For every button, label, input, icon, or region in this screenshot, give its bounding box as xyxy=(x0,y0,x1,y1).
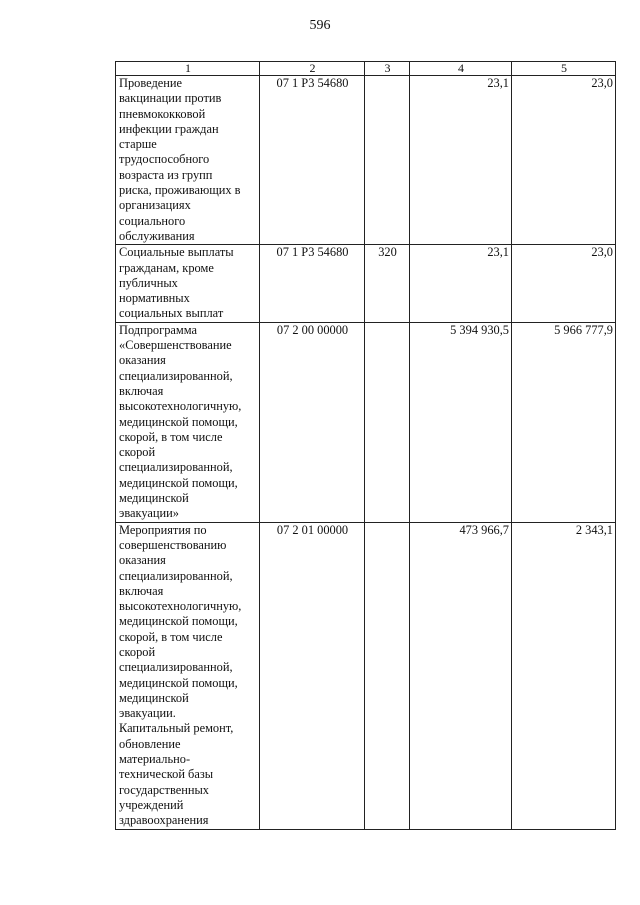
row-value-5-cell: 23,0 xyxy=(512,76,616,245)
page-number: 596 xyxy=(309,18,331,33)
row-name-line: социальных выплат xyxy=(119,306,224,321)
row-name-cell xyxy=(116,522,260,829)
row-type-cell xyxy=(365,522,410,829)
row-value-5-cell: 5 966 777,9 xyxy=(512,322,616,522)
row-name-line: медицинской xyxy=(119,690,189,705)
row-name-line: медицинской помощи, xyxy=(119,614,238,629)
row-name-line: эвакуации. xyxy=(119,706,176,721)
row-name-line: Капитальный ремонт, xyxy=(119,721,234,736)
row-name-line: материально- xyxy=(119,752,191,767)
header-row xyxy=(116,62,616,76)
row-name-line: специализированной, xyxy=(119,368,233,383)
row-name-line: эвакуации» xyxy=(119,506,179,521)
row-type-cell xyxy=(365,322,410,522)
row-code-cell: 07 2 01 00000 xyxy=(260,522,365,829)
row-name-line: медицинской помощи, xyxy=(119,475,238,490)
row-name-line: медицинской помощи, xyxy=(119,414,238,429)
row-name-line: трудоспособного xyxy=(119,152,210,167)
row-type-cell: 320 xyxy=(365,245,410,322)
row-name-line: Проведение xyxy=(119,76,183,90)
row-name-line: возраста из групп xyxy=(119,167,213,182)
row-name-line: совершенствованию xyxy=(119,537,227,552)
row-name-line: «Совершенствование xyxy=(119,338,232,353)
header-col-5: 5 xyxy=(512,62,616,76)
row-name-line: Социальные выплаты xyxy=(119,245,234,260)
table-body xyxy=(116,76,616,830)
row-value-4-cell: 23,1 xyxy=(410,76,512,245)
row-name-line: инфекции граждан xyxy=(119,121,219,136)
row-name-line: высокотехнологичную, xyxy=(119,599,242,614)
row-code-cell: 07 1 Р3 54680 xyxy=(260,76,365,245)
row-name-line: медицинской xyxy=(119,491,189,506)
row-name-line: обслуживания xyxy=(119,228,195,243)
row-name-line: скорой xyxy=(119,445,156,460)
row-name-cell xyxy=(116,76,260,245)
row-value-4-cell: 23,1 xyxy=(410,245,512,322)
row-name-line: специализированной, xyxy=(119,568,233,583)
row-name-line: вакцинации против xyxy=(119,91,222,106)
budget-table xyxy=(115,61,616,830)
row-name-line: организациях xyxy=(119,198,191,213)
row-name-line: скорой, в том числе xyxy=(119,629,223,644)
table-row xyxy=(116,522,616,829)
row-code-cell: 07 1 Р3 54680 xyxy=(260,245,365,322)
row-name-line: скорой xyxy=(119,644,156,659)
row-name-line: здравоохранения xyxy=(119,813,209,828)
row-name-line: государственных xyxy=(119,782,210,797)
table-row xyxy=(116,245,616,322)
table-row xyxy=(116,76,616,245)
row-name-line: оказания xyxy=(119,353,166,368)
row-name-line: обновление xyxy=(119,736,181,751)
row-value-4-cell: 473 966,7 xyxy=(410,522,512,829)
row-name-line: медицинской помощи, xyxy=(119,675,238,690)
row-name-line: оказания xyxy=(119,553,166,568)
row-name-cell xyxy=(116,245,260,322)
row-name-line: нормативных xyxy=(119,291,190,306)
row-name-cell xyxy=(116,322,260,522)
row-name-line: Мероприятия по xyxy=(119,522,207,537)
header-col-2: 2 xyxy=(260,62,365,76)
row-name-line: учреждений xyxy=(119,797,184,812)
row-name-line: пневмококковой xyxy=(119,106,206,121)
row-name-line: скорой, в том числе xyxy=(119,429,223,444)
row-name-line: риска, проживающих в xyxy=(119,183,241,198)
header-col-3: 3 xyxy=(365,62,410,76)
row-name-line: социального xyxy=(119,213,186,228)
row-value-4-cell: 5 394 930,5 xyxy=(410,322,512,522)
header-col-4: 4 xyxy=(410,62,512,76)
header-col-1: 1 xyxy=(116,62,260,76)
row-name-line: высокотехнологичную, xyxy=(119,399,242,414)
row-value-5-cell: 2 343,1 xyxy=(512,522,616,829)
row-name-line: гражданам, кроме xyxy=(119,260,214,275)
table-row xyxy=(116,322,616,522)
row-name-line: старше xyxy=(119,137,157,152)
row-name-line: публичных xyxy=(119,275,178,290)
row-name-line: включая xyxy=(119,583,164,598)
row-code-cell: 07 2 00 00000 xyxy=(260,322,365,522)
row-name-line: специализированной, xyxy=(119,660,233,675)
row-name-line: включая xyxy=(119,383,164,398)
row-name-line: технической базы xyxy=(119,767,214,782)
row-name-line: Подпрограмма xyxy=(119,322,197,337)
row-name-line: специализированной, xyxy=(119,460,233,475)
row-value-5-cell: 23,0 xyxy=(512,245,616,322)
row-type-cell xyxy=(365,76,410,245)
